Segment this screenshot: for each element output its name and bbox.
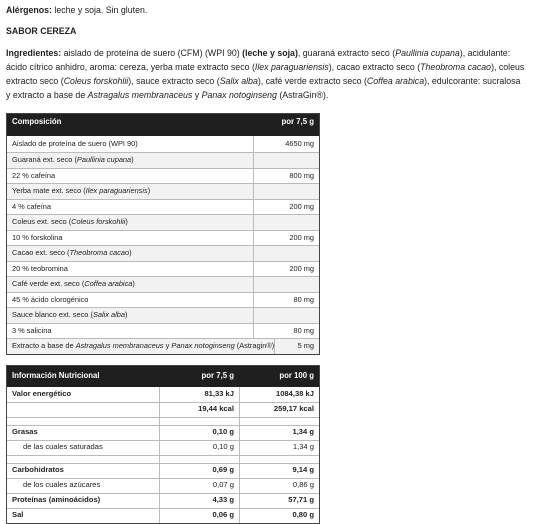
composition-row (7, 323, 319, 339)
ingredients-text: (AstraGin®). (276, 90, 329, 100)
nutrition-table (6, 365, 320, 524)
composition-row (7, 152, 319, 168)
ingredients-text: ), edulcorante: sucralosa y extracto a base de (6, 76, 521, 100)
nutrition-value: 0,06 g (159, 509, 239, 523)
nutrition-value: 4,33 g (159, 494, 239, 508)
composition-ingredient-text: Coleus ext. seco ( (12, 217, 72, 227)
composition-ingredient (7, 341, 274, 351)
composition-row (7, 136, 319, 152)
nutrition-row-fat (7, 425, 319, 440)
nutrition-value: 1,34 g (239, 441, 319, 455)
nutrition-header-per-100: por 100 g (279, 370, 314, 380)
ingredients-latin-name: Coffea arabica (366, 76, 425, 86)
composition-latin-name: Coffea arabica (84, 279, 133, 289)
composition-ingredient-text: (Astragin®) (234, 341, 275, 351)
ingredients-text: y (192, 90, 202, 100)
composition-row (7, 338, 319, 354)
ingredients-latin-name: Panax notoginseng (201, 90, 277, 100)
composition-ingredient-text: Café verde ext. seco ( (12, 279, 85, 289)
nutrition-spacer (7, 417, 319, 425)
composition-row (7, 307, 319, 323)
composition-amount (253, 308, 319, 323)
ingredients-text: ), acidulante: ácido cítrico anhidro, aroma: cereza, yerba mate extracto seco ( (6, 48, 511, 72)
composition-row (7, 214, 319, 230)
composition-ingredient (7, 171, 253, 181)
ingredients-latin-name: Coleus forskohlii (63, 76, 129, 86)
composition-ingredient-text: ) (125, 217, 128, 227)
nutrition-label-sugars: de los cuales azúcares (23, 480, 101, 490)
composition-row (7, 245, 319, 261)
composition-ingredient (7, 248, 253, 258)
composition-header-per: por 7,5 g (281, 117, 314, 126)
composition-row (7, 168, 319, 184)
ingredients-text: ), café verde extracto seco ( (257, 76, 367, 86)
nutrition-spacer (7, 455, 319, 463)
composition-table (6, 113, 320, 355)
nutrition-spacer-cell (159, 418, 239, 425)
composition-ingredient-text: 4 % cafeína (12, 201, 52, 211)
ingredients-latin-name: Theobroma cacao (420, 62, 492, 72)
nutrition-value: 1084,38 kJ (239, 387, 319, 402)
composition-latin-name: Astragalus membranaceus (75, 341, 164, 351)
composition-ingredient-text: Yerba mate ext. seco ( (12, 186, 86, 196)
nutrition-value: 0,10 g (159, 426, 239, 440)
ingredients-text: ), cacao extracto seco ( (328, 62, 421, 72)
composition-row (7, 292, 319, 308)
composition-ingredient-text: ) (147, 186, 151, 196)
composition-ingredient-text: ) (124, 310, 128, 320)
ingredients-label: Ingredientes: (6, 48, 62, 58)
nutrition-spacer-cell (159, 456, 239, 463)
nutrition-value: 0,07 g (159, 479, 239, 493)
composition-ingredient-text: 3 % salicina (12, 325, 52, 335)
composition-ingredient (7, 264, 253, 274)
allergens-label: Alérgenos: (6, 5, 52, 15)
nutrition-row-carbs (7, 463, 319, 478)
nutrition-label-protein: Proteínas (aminoácidos) (12, 495, 101, 505)
composition-latin-name: Coleus forskohlii (71, 217, 126, 227)
composition-body (7, 136, 319, 354)
composition-ingredient-text: Cacao ext. seco ( (12, 248, 70, 258)
ingredients-latin-name: Ilex paraguariensis (254, 62, 329, 72)
nutrition-value: 1,34 g (239, 426, 319, 440)
composition-amount: 800 mg (253, 169, 319, 184)
nutrition-header-per-serving: por 7,5 g (201, 370, 234, 380)
composition-header (7, 114, 319, 136)
composition-row (7, 199, 319, 215)
nutrition-value: 19,44 kcal (159, 403, 239, 417)
ingredients-text: aislado de proteína de suero (CFM) (WPI 90) (61, 48, 243, 58)
nutrition-row-energy-kcal (7, 402, 319, 417)
composition-ingredient (7, 217, 253, 227)
composition-ingredient-text: Extracto a base de (12, 341, 76, 351)
composition-ingredient-text: 22 % cafeína (12, 170, 56, 180)
composition-ingredient-text: Aislado de proteína de suero (WPI 90) (12, 139, 138, 148)
composition-ingredient (7, 233, 253, 243)
composition-latin-name: Theobroma cacao (69, 248, 130, 258)
composition-amount: 80 mg (253, 324, 319, 339)
allergens-line (6, 3, 528, 17)
composition-amount: 200 mg (253, 231, 319, 246)
composition-latin-name: Ilex paraguariensis (85, 186, 148, 196)
composition-row (7, 276, 319, 292)
nutrition-value: 259,17 kcal (239, 403, 319, 417)
ingredients-latin-name: Paullinia cupana (395, 48, 460, 58)
composition-row (7, 230, 319, 246)
composition-ingredient (7, 295, 253, 305)
composition-amount (253, 215, 319, 230)
nutrition-value: 0,10 g (159, 441, 239, 455)
ingredients-allergen: (leche y soja) (242, 48, 298, 58)
nutrition-label-carbs: Carbohidratos (12, 465, 64, 475)
composition-amount: 200 mg (253, 262, 319, 277)
composition-ingredient-text: ) (129, 248, 132, 258)
composition-amount: 200 mg (253, 200, 319, 215)
nutrition-label-saturated: de las cuales saturadas (23, 442, 103, 452)
composition-ingredient (7, 279, 253, 289)
composition-ingredient (7, 139, 253, 149)
composition-ingredient-text: ) (131, 155, 134, 165)
nutrition-value: 0,86 g (239, 479, 319, 493)
ingredients-paragraph (6, 46, 526, 102)
nutrition-header (7, 366, 319, 387)
composition-amount (253, 184, 319, 199)
nutrition-row-energy-kj (7, 387, 319, 402)
nutrition-value: 57,71 g (239, 494, 319, 508)
composition-amount: 4650 mg (253, 136, 319, 152)
ingredients-text: ), coleus extracto seco ( (6, 62, 525, 86)
nutrition-header-name: Información Nutricional (12, 370, 100, 380)
composition-row (7, 261, 319, 277)
ingredients-text: , guaraná extracto seco ( (297, 48, 396, 58)
nutrition-spacer-cell (239, 456, 319, 463)
nutrition-row-sugars (7, 478, 319, 493)
ingredients-latin-name: Astragalus membranaceus (87, 90, 193, 100)
composition-ingredient (7, 326, 253, 336)
composition-row (7, 183, 319, 199)
nutrition-row-saturated (7, 440, 319, 455)
composition-latin-name: Paullinia cupana (76, 155, 132, 165)
composition-header-name: Composición (12, 117, 62, 126)
composition-ingredient (7, 202, 253, 212)
composition-amount (253, 153, 319, 168)
composition-ingredient-text: 45 % ácido clorogénico (12, 294, 89, 304)
composition-ingredient-text: y (163, 341, 172, 351)
composition-latin-name: Salix alba (92, 310, 125, 320)
nutrition-label-salt: Sal (12, 510, 24, 520)
composition-amount (253, 277, 319, 292)
composition-ingredient-text: 10 % forskolina (12, 232, 63, 242)
composition-ingredient-text: Sauce blanco ext. seco ( (12, 310, 93, 320)
composition-latin-name: Panax notoginseng (171, 341, 235, 351)
flavor-title: SABOR CEREZA (6, 26, 77, 36)
nutrition-label-energy: Valor energético (12, 388, 72, 398)
nutrition-row-salt (7, 508, 319, 523)
nutrition-value: 0,69 g (159, 464, 239, 478)
composition-ingredient (7, 310, 253, 320)
composition-ingredient-text: ) (132, 279, 135, 289)
allergens-text: leche y soja. Sin gluten. (51, 5, 148, 15)
nutrition-value: 81,33 kJ (159, 387, 239, 402)
nutrition-label-fat: Grasas (12, 427, 38, 437)
nutrition-spacer-cell (239, 418, 319, 425)
composition-ingredient (7, 155, 253, 165)
nutrition-value: 0,80 g (239, 509, 319, 523)
product-info (6, 0, 528, 524)
composition-ingredient-text: Guaraná ext. seco ( (12, 155, 77, 165)
ingredients-latin-name: Salix alba (219, 76, 258, 86)
ingredients-text: ), sauce extracto seco ( (128, 76, 220, 86)
composition-ingredient-text: 20 % teobromina (12, 263, 68, 273)
composition-amount (253, 246, 319, 261)
composition-ingredient (7, 186, 253, 196)
composition-amount: 80 mg (253, 293, 319, 308)
composition-amount: 5 mg (274, 339, 319, 354)
nutrition-row-protein (7, 493, 319, 508)
nutrition-value: 9,14 g (239, 464, 319, 478)
